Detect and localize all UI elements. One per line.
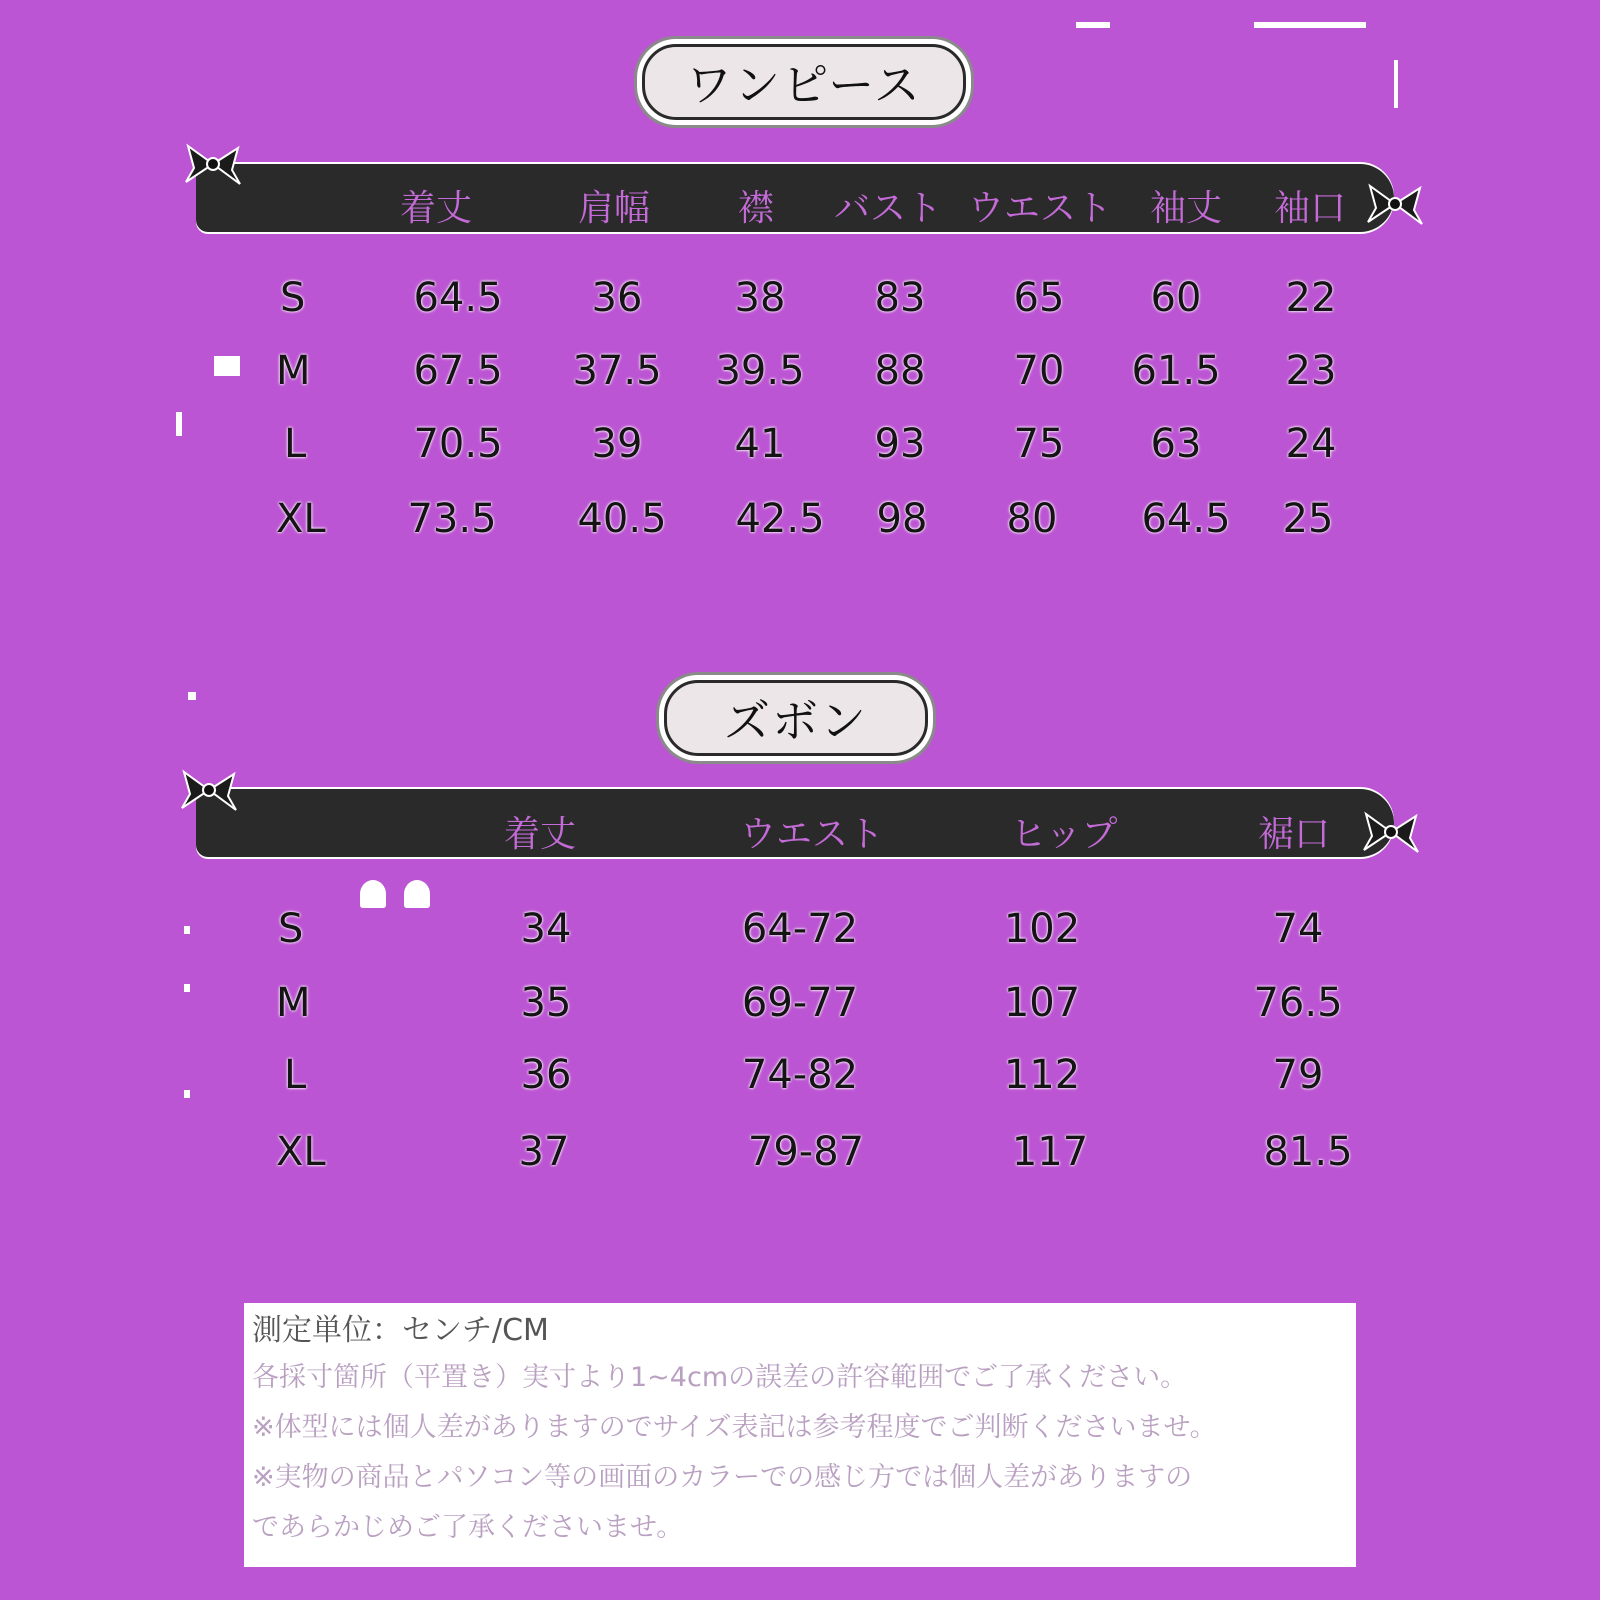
dress-cell: 39.5	[715, 348, 805, 394]
dress-col-header: 着丈	[399, 188, 473, 229]
dress-cell: 24	[1285, 421, 1337, 467]
bow-icon	[1362, 806, 1420, 858]
pants-col-header: 着丈	[503, 814, 577, 855]
artifact	[1254, 22, 1366, 28]
dress-col-header: 襟	[737, 188, 775, 229]
dress-cell: 73.5	[407, 496, 497, 542]
dress-cell: 65	[1013, 275, 1065, 321]
pants-cell: 36	[520, 1052, 572, 1098]
pants-size-label: XL	[276, 1129, 326, 1175]
artifact	[1076, 22, 1110, 28]
pants-size-label: M	[276, 980, 311, 1026]
dress-cell: 64.5	[413, 275, 503, 321]
pants-cell: 81.5	[1263, 1129, 1353, 1175]
measurement-unit: 測定単位：センチ/CM	[252, 1313, 549, 1348]
pants-size-label: S	[278, 906, 304, 952]
dress-cell: 41	[734, 421, 786, 467]
dress-cell: 70	[1013, 348, 1065, 394]
dress-cell: 88	[874, 348, 926, 394]
pants-cell: 117	[1011, 1129, 1089, 1175]
artifact	[404, 880, 430, 908]
dress-size-label: XL	[276, 496, 326, 542]
dress-title: ワンピース	[642, 44, 966, 120]
note-line: であらかじめご了承くださいませ。	[252, 1512, 684, 1543]
note-line: ※実物の商品とパソコン等の画面のカラーでの感じ方では個人差がありますの	[252, 1462, 1193, 1493]
pants-size-label: L	[284, 1052, 307, 1098]
artifact	[176, 412, 182, 436]
dress-col-header: バスト	[833, 188, 943, 229]
pants-cell: 74-82	[741, 1052, 859, 1098]
pants-cell: 74	[1272, 906, 1324, 952]
dress-cell: 80	[1006, 496, 1058, 542]
pants-cell: 37	[518, 1129, 570, 1175]
dress-size-label: L	[284, 421, 307, 467]
artifact	[1394, 60, 1398, 108]
pants-title: ズボン	[664, 680, 928, 756]
artifact	[184, 926, 190, 934]
dress-cell: 42.5	[735, 496, 825, 542]
dress-cell: 67.5	[413, 348, 503, 394]
dress-col-header: 肩幅	[577, 188, 651, 229]
pants-cell: 34	[520, 906, 572, 952]
dress-cell: 98	[876, 496, 928, 542]
pants-cell: 112	[1003, 1052, 1081, 1098]
dress-cell: 25	[1282, 496, 1334, 542]
pants-cell: 79-87	[747, 1129, 865, 1175]
dress-cell: 63	[1150, 421, 1202, 467]
note-line: 各採寸箇所（平置き）実寸より1~4cmの誤差の許容範囲でご了承ください。	[252, 1362, 1188, 1393]
dress-cell: 39	[591, 421, 643, 467]
dress-cell: 23	[1285, 348, 1337, 394]
pants-cell: 102	[1003, 906, 1081, 952]
pants-cell: 64-72	[741, 906, 859, 952]
pants-col-header: ウエスト	[739, 814, 885, 855]
dress-cell: 64.5	[1141, 496, 1231, 542]
dress-size-label: S	[280, 275, 306, 321]
dress-cell: 38	[734, 275, 786, 321]
dress-col-header: 袖丈	[1149, 188, 1223, 229]
pants-cell: 107	[1003, 980, 1081, 1026]
pants-cell: 35	[520, 980, 572, 1026]
note-line: ※体型には個人差がありますのでサイズ表記は参考程度でご判断くださいませ。	[252, 1412, 1217, 1443]
dress-cell: 61.5	[1131, 348, 1221, 394]
bow-icon	[1366, 178, 1424, 230]
pants-cell: 69-77	[741, 980, 859, 1026]
dress-cell: 36	[591, 275, 643, 321]
dress-cell: 93	[874, 421, 926, 467]
dress-size-label: M	[276, 348, 311, 394]
notes-box	[244, 1303, 1356, 1567]
dress-cell: 60	[1150, 275, 1202, 321]
dress-cell: 70.5	[413, 421, 503, 467]
pants-col-header: 裾口	[1257, 814, 1331, 855]
dress-col-header: 袖口	[1273, 188, 1347, 229]
pants-cell: 76.5	[1253, 980, 1343, 1026]
dress-col-header: ウエスト	[967, 188, 1113, 229]
bow-icon	[180, 764, 238, 816]
pants-cell: 79	[1272, 1052, 1324, 1098]
dress-cell: 40.5	[577, 496, 667, 542]
artifact	[184, 1090, 190, 1098]
dress-cell: 37.5	[572, 348, 662, 394]
bow-icon	[184, 138, 242, 190]
artifact	[360, 880, 386, 908]
artifact	[214, 356, 240, 376]
artifact	[184, 984, 190, 992]
pants-col-header: ヒップ	[1010, 814, 1118, 855]
dress-cell: 22	[1285, 275, 1337, 321]
dress-cell: 75	[1013, 421, 1065, 467]
artifact	[188, 692, 196, 700]
dress-cell: 83	[874, 275, 926, 321]
